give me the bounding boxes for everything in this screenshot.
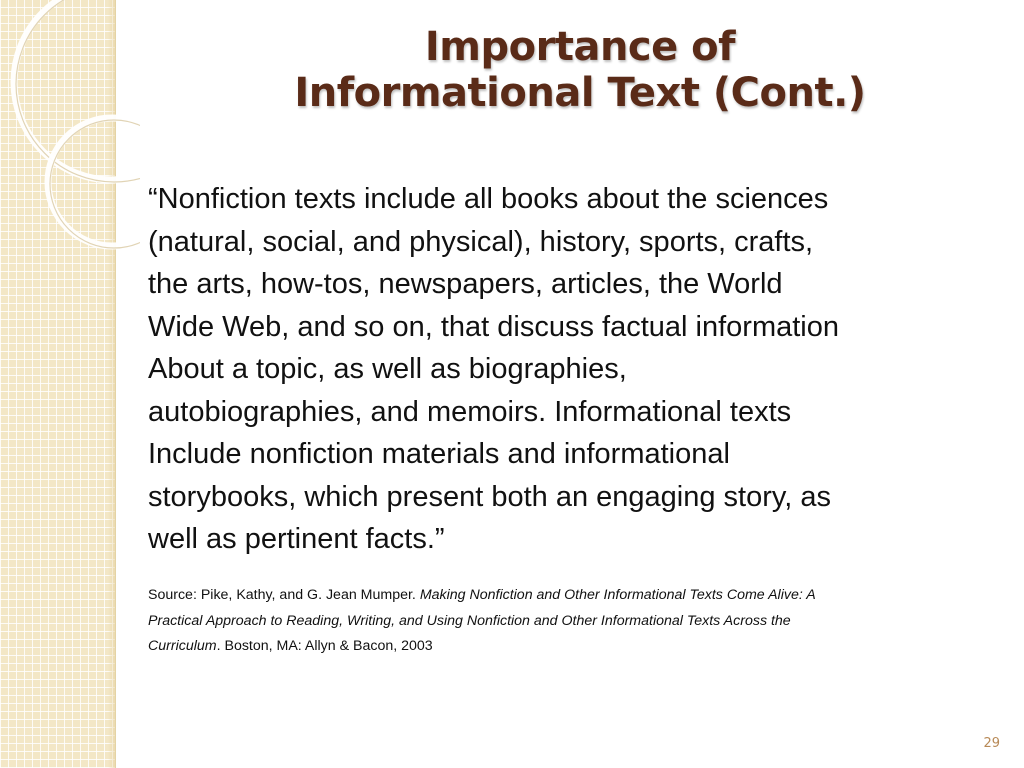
- source-book-title-1: Making Nonfiction and Other Informational Texts Come Alive: A: [419, 587, 816, 603]
- source-book-title-3: Curriculum: [148, 638, 217, 654]
- source-citation: [148, 583, 1008, 660]
- quote-line: “Nonfiction texts include all books about the sciences: [148, 183, 829, 215]
- quote-line: storybooks, which present both an engaging story, as: [148, 480, 831, 513]
- page-number: 29: [983, 736, 1000, 751]
- source-line-3: [148, 634, 1008, 660]
- quote-line: Wide Web, and so on, that discuss factual information: [148, 310, 839, 343]
- decorative-rings-icon: [0, 0, 140, 260]
- source-line-1: [148, 583, 1008, 609]
- quote-line: Include nonfiction materials and informational: [148, 438, 730, 470]
- source-prefix: Source: Pike, Kathy, and G. Jean Mumper.: [148, 587, 416, 603]
- slide-title: [160, 24, 1000, 116]
- quote-line: (natural, social, and physical), history, sports, crafts,: [148, 225, 814, 258]
- source-book-title-2: Practical Approach to Reading, Writing, and Using Nonfiction and Other Informational Texts Across the: [148, 612, 791, 629]
- quote-line: the arts, how-tos, newspapers, articles, the World: [148, 268, 783, 300]
- quote-paragraph: [148, 178, 1008, 561]
- quote-line: autobiographies, and memoirs. Informational texts: [148, 395, 792, 428]
- source-line-2: [148, 609, 1008, 635]
- source-suffix: . Boston, MA: Allyn & Bacon, 2003: [216, 638, 433, 654]
- quote-line: About a topic, as well as biographies,: [148, 353, 627, 385]
- title-line-2: Informational Text (Cont.): [294, 70, 866, 116]
- title-line-1: Importance of: [424, 24, 736, 70]
- quote-line: well as pertinent facts.”: [148, 523, 445, 555]
